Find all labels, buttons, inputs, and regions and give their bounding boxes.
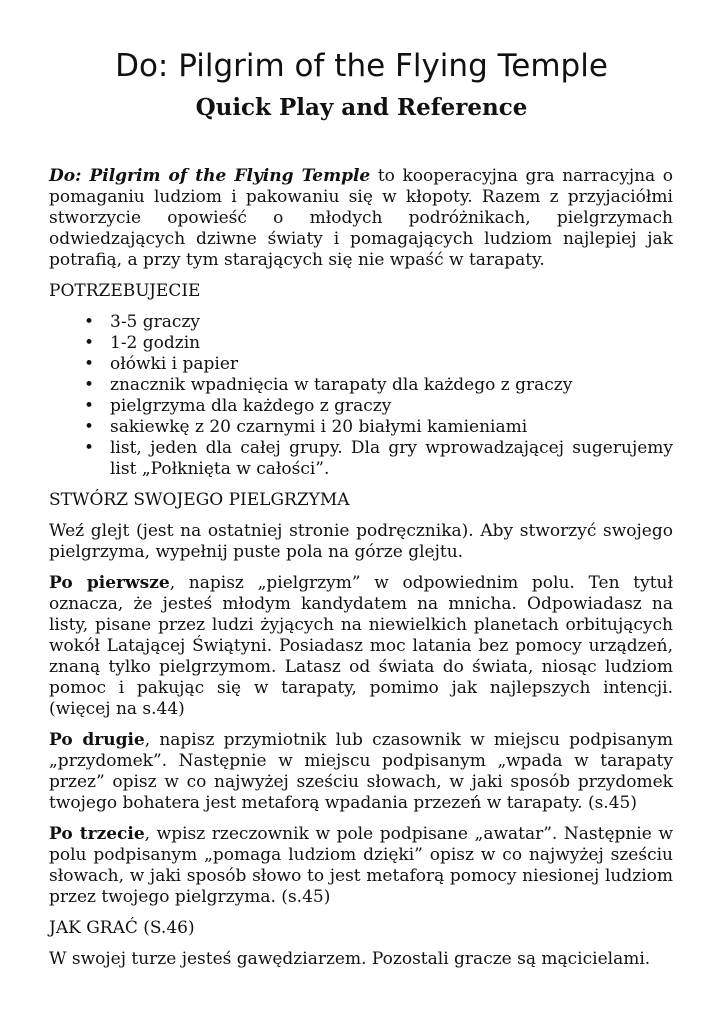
- step-second: [49, 730, 673, 814]
- step-third-text: , wpisz rzeczownik w pole podpisane „awatar”. Następnie w polu podpisanym „pomaga ludziom dzięki” opisz w co najwyżej sześciu słowach, w jaki sposób słowo to jest metaforą pomocy niesionej ludziom przez twojego pielgrzyma. (s.45): [49, 824, 673, 907]
- step-first-text: , napisz „pielgrzym” w odpowiednim polu. Ten tytuł oznacza, że jesteś młodym kandydatem na mnicha. Odpowiadasz na listy, pisane przez ludzi żyjących na niewielkich planetach orbitujących wokół Latającej Świątyni. Posiadasz moc latania bez pomocy urządzeń, znaną tylko pielgrzymom. Latasz od świata do świata, niosąc ludziom pomoc i pakując się w tarapaty, pomimo jak najlepszych intencji. (więcej na s.44): [49, 573, 673, 719]
- create-heading: STWÓRZ SWOJEGO PIELGRZYMA: [49, 490, 350, 510]
- step-first-label: Po pierwsze: [49, 573, 170, 593]
- needs-list: [49, 312, 673, 480]
- intro-text: to kooperacyjna gra narracyjna o pomaganiu ludziom i pakowaniu się w kłopoty. Razem z przyjaciółmi stworzycie opowieść o młodych podróżnikach, pielgrzymach odwiedzających dziwne światy i pomagających ludziom najlepiej jak potrafią, a przy tym starających się nie wpaść w tarapaty.: [49, 166, 673, 270]
- list-item: • ołówki i papier: [110, 354, 673, 375]
- list-item: • 1-2 godzin: [110, 333, 673, 354]
- step-third: [49, 824, 673, 908]
- create-intro: Weź glejt (jest na ostatniej stronie podręcznika). Aby stworzyć swojego pielgrzyma, wypełnij puste pola na górze glejtu.: [49, 521, 673, 562]
- step-second-text: , napisz przymiotnik lub czasownik w miejscu podpisanym „przydomek”. Następnie w miejscu podpisanym „wpada w tarapaty przez” opisz w co najwyżej sześciu słowach, w jaki sposób przydomek twojego bohatera jest metaforą wpadania przezeń w tarapaty. (s.45): [49, 730, 673, 813]
- step-third-label: Po trzecie: [49, 824, 145, 844]
- game-name: Do: Pilgrim of the Flying Temple: [49, 166, 371, 186]
- document-body: [49, 166, 673, 980]
- list-item: • sakiewkę z 20 czarnymi i 20 białymi kamieniami: [110, 417, 673, 438]
- page-title: Do: Pilgrim of the Flying Temple: [115, 48, 608, 84]
- play-text: W swojej turze jesteś gawędziarzem. Pozostali gracze są mącicielami.: [49, 949, 651, 969]
- list-item: • pielgrzyma dla każdego z graczy: [110, 396, 673, 417]
- play-heading: JAK GRAĆ (S.46): [49, 918, 195, 938]
- step-second-label: Po drugie: [49, 730, 145, 750]
- step-first: [49, 573, 673, 720]
- intro-paragraph: [49, 166, 673, 271]
- list-item: • 3-5 graczy: [110, 312, 673, 333]
- list-item: • znacznik wpadnięcia w tarapaty dla każdego z graczy: [110, 375, 673, 396]
- list-item: • list, jeden dla całej grupy. Dla gry wprowadzającej sugerujemy list „Połknięta w całości”.: [110, 438, 673, 480]
- needs-heading: POTRZEBUJECIE: [49, 281, 201, 301]
- page-subtitle: Quick Play and Reference: [195, 94, 528, 121]
